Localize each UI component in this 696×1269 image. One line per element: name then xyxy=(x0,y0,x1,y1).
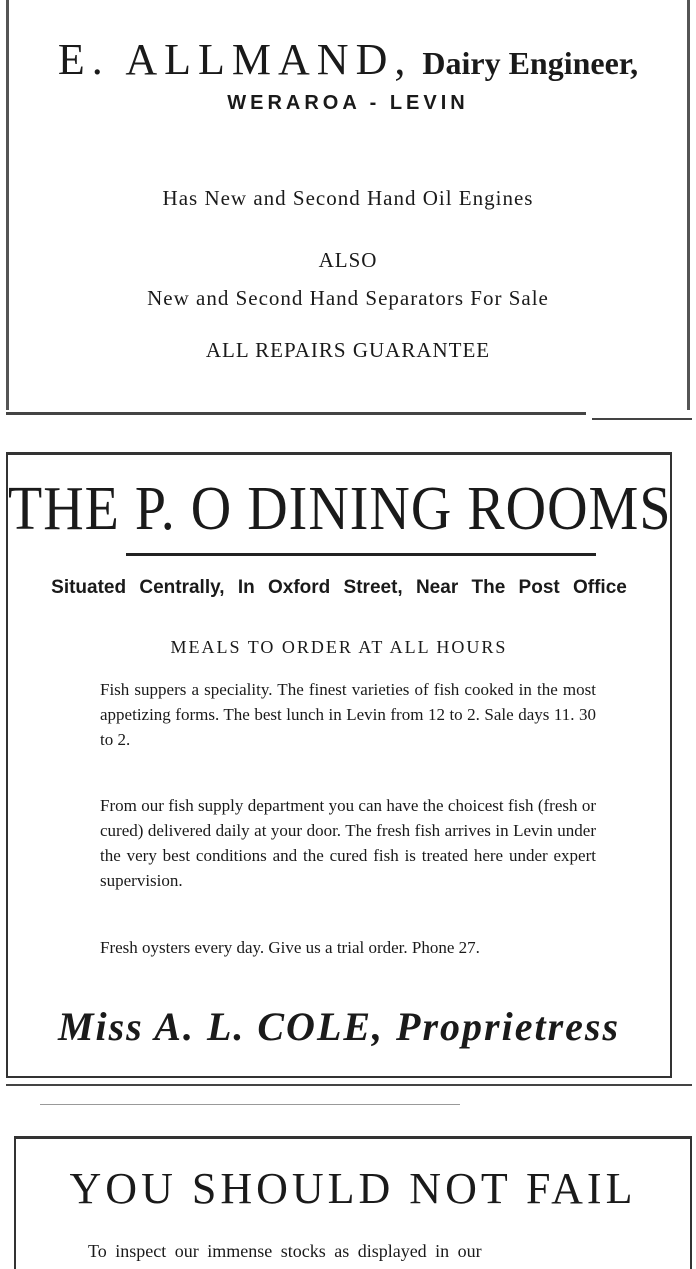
advertiser-location: WERAROA - LEVIN xyxy=(227,92,469,114)
fish-supply-paragraph: From our fish supply department you can have the choicest fish (fresh or cured) delivered daily at your door. The fresh fish arrives in Levin under the very best conditions and the cured fish is treated here under expert supervision. xyxy=(100,796,596,890)
advertiser-name: E. ALLMAND, xyxy=(57,35,413,84)
heading-underline xyxy=(126,553,596,556)
allmand-advertisement xyxy=(6,0,690,410)
oysters-paragraph: Fresh oysters every day. Give us a trial order. Phone 27. xyxy=(100,938,480,957)
also-line: ALSO xyxy=(318,248,378,272)
separators-line: New and Second Hand Separators For Sale xyxy=(147,286,549,310)
meals-line: MEALS TO ORDER AT ALL HOURS xyxy=(170,637,508,657)
oil-engines-line: Has New and Second Hand Oil Engines xyxy=(162,186,534,210)
repairs-line: ALL REPAIRS GUARANTEE xyxy=(205,338,491,362)
stocks-advertisement xyxy=(14,1136,692,1269)
advertiser-trade: Dairy Engineer, xyxy=(422,45,639,81)
stocks-text: To inspect our immense stocks as displayed in our xyxy=(88,1241,482,1261)
dining-rooms-advertisement xyxy=(6,452,672,1078)
fish-suppers-paragraph: Fish suppers a speciality. The finest varieties of fish cooked in the most appetizing forms. The best lunch in Levin from 12 to 2. Sale days 11. 30 to 2. xyxy=(100,680,596,749)
proprietress-signature: Miss A. L. COLE, Proprietress xyxy=(57,1004,621,1049)
divider-rule xyxy=(6,412,586,415)
allmand-heading xyxy=(9,34,687,85)
location-text: Situated Centrally, In Oxford Street, Near The Post Office xyxy=(51,577,627,598)
divider-rule xyxy=(592,418,692,420)
dining-rooms-heading: THE P. O DINING ROOMS xyxy=(8,474,672,544)
divider-rule xyxy=(40,1104,460,1105)
divider-rule xyxy=(6,1084,692,1086)
stocks-heading: YOU SHOULD NOT FAIL xyxy=(69,1164,637,1213)
